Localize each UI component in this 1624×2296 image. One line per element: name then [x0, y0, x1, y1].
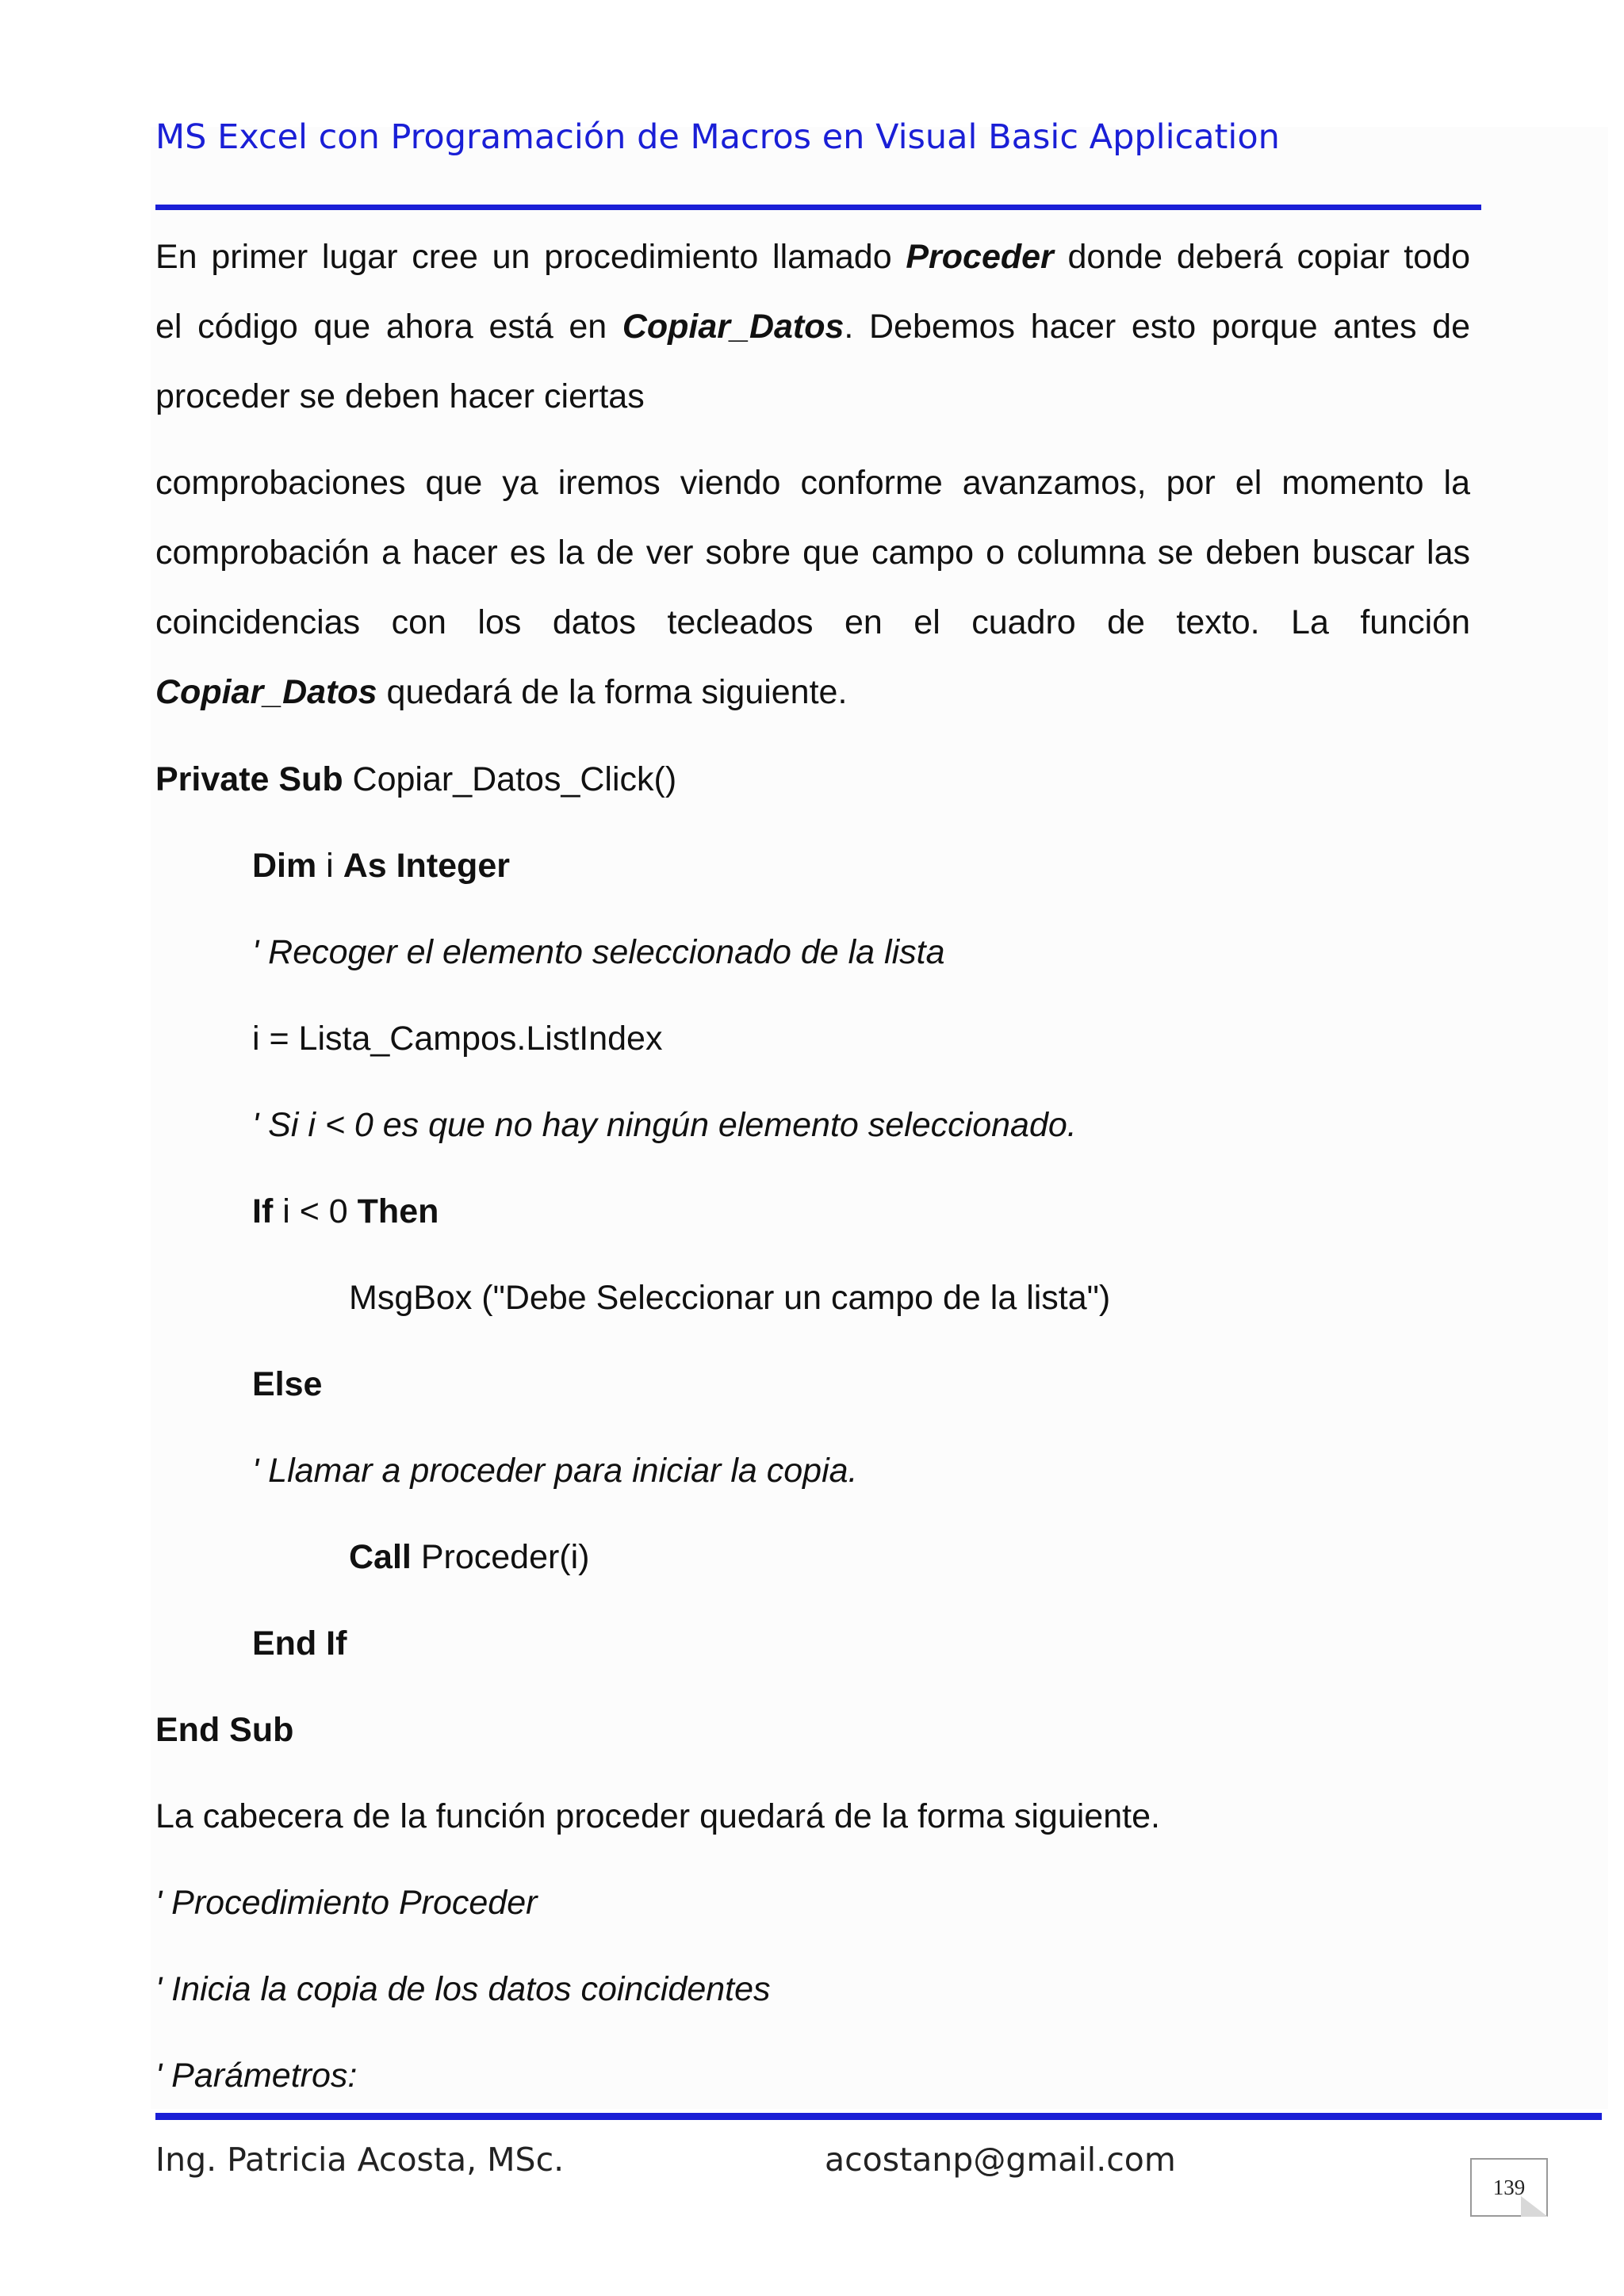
paragraph-2-line-1: comprobaciones que ya iremos viendo conforme avanzamos, por el momento la [155, 464, 1470, 502]
code-line-private-sub: Private Sub Copiar_Datos_Click() [155, 760, 677, 798]
paragraph-2-line-4: Copiar_Datos quedará de la forma siguiente. [155, 673, 848, 711]
footer-author: Ing. Patricia Acosta, MSc. [155, 2141, 565, 2179]
paragraph-3: La cabecera de la función proceder quedará de la forma siguiente. [155, 1797, 1160, 1835]
code-line-end-sub: End Sub [155, 1711, 294, 1749]
copiar-datos-emphasis: Copiar_Datos [622, 308, 845, 346]
paragraph-1-line-2: el código que ahora está en Copiar_Datos. Debemos hacer esto porque antes de [155, 308, 1470, 346]
comment-inicia: ' Inicia la copia de los datos coincidentes [155, 1970, 771, 2008]
paragraph-2-line-3: coincidencias con los datos tecleados en el cuadro de texto. La función [155, 603, 1470, 641]
comment-parametros: ' Parámetros: [155, 2057, 358, 2095]
code-comment-si: ' Si i < 0 es que no hay ningún elemento seleccionado. [252, 1106, 1077, 1144]
footer-rule [155, 2113, 1602, 2120]
comment-procedimiento: ' Procedimiento Proceder [155, 1884, 538, 1922]
paragraph-2-line-2: comprobación a hacer es la de ver sobre que campo o columna se deben buscar las [155, 534, 1470, 572]
copiar-datos-emphasis-2: Copiar_Datos [155, 673, 377, 711]
code-line-else: Else [252, 1365, 323, 1403]
paragraph-1-line-3: proceder se deben hacer ciertas [155, 377, 645, 415]
code-line-dim: Dim i As Integer [252, 847, 510, 885]
header-title: MS Excel con Programación de Macros en Visual Basic Application [155, 117, 1280, 157]
footer-email: acostanp@gmail.com [825, 2141, 1176, 2179]
code-line-if: If i < 0 Then [252, 1192, 439, 1230]
header-rule [155, 205, 1481, 210]
paragraph-1-line-1: En primer lugar cree un procedimiento llamado Proceder donde deberá copiar todo [155, 238, 1470, 276]
code-line-msgbox: MsgBox ("Debe Seleccionar un campo de la lista") [349, 1279, 1111, 1317]
code-comment-llamar: ' Llamar a proceder para iniciar la copia. [252, 1452, 858, 1490]
page-number: 139 [1470, 2158, 1548, 2217]
code-line-call: Call Proceder(i) [349, 1538, 590, 1576]
code-line-listindex: i = Lista_Campos.ListIndex [252, 1020, 663, 1058]
page-curl-icon [1521, 2196, 1548, 2217]
code-line-end-if: End If [252, 1624, 347, 1663]
code-comment-recoger: ' Recoger el elemento seleccionado de la lista [252, 933, 945, 971]
proceder-emphasis: Proceder [906, 238, 1054, 276]
